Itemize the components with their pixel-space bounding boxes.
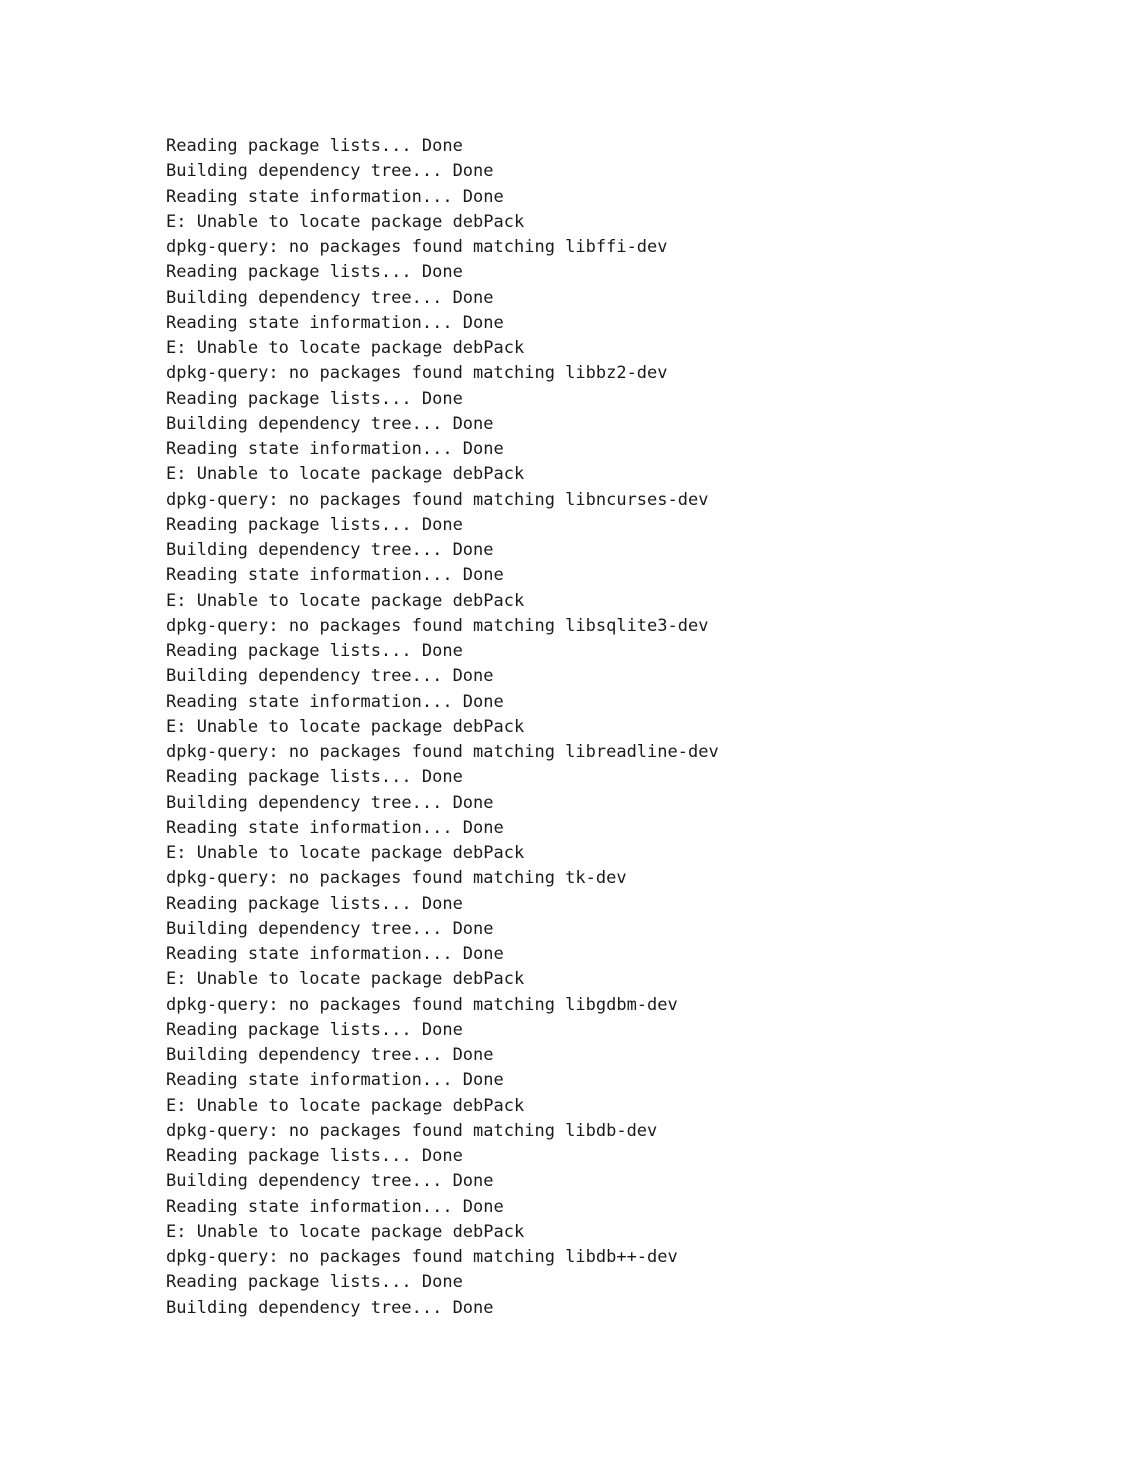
log-line: Reading package lists... Done	[166, 641, 463, 661]
log-line: E: Unable to locate package debPack	[166, 464, 525, 485]
log-line: Reading state information... Done	[166, 565, 504, 586]
log-line: Reading state information... Done	[166, 691, 504, 712]
log-line: dpkg-query: no packages found matching libgdbm-dev	[166, 994, 678, 1015]
log-line: Building dependency tree... Done	[166, 540, 494, 560]
log-line: Building dependency tree... Done	[166, 792, 494, 813]
log-line: Reading package lists... Done	[166, 136, 463, 156]
log-line: Building dependency tree... Done	[166, 413, 494, 434]
log-line: dpkg-query: no packages found matching libdb++-dev	[166, 1247, 678, 1267]
log-line: E: Unable to locate package debPack	[166, 969, 525, 990]
log-line: Reading package lists... Done	[166, 1019, 463, 1040]
log-line: Reading state information... Done	[166, 944, 504, 964]
log-line: Reading state information... Done	[166, 817, 504, 838]
log-line: Reading package lists... Done	[166, 893, 463, 914]
log-line: Reading state information... Done	[166, 1196, 504, 1217]
log-line: Building dependency tree... Done	[166, 161, 494, 182]
log-line: Reading state information... Done	[166, 1070, 504, 1091]
log-line: Reading package lists... Done	[166, 1272, 463, 1293]
log-line: Building dependency tree... Done	[166, 666, 494, 687]
log-line: dpkg-query: no packages found matching libsqlite3-dev	[166, 615, 709, 636]
log-line: E: Unable to locate package debPack	[166, 211, 525, 232]
log-line: Building dependency tree... Done	[166, 918, 494, 939]
log-line: Reading package lists... Done	[166, 262, 463, 283]
log-line: Reading package lists... Done	[166, 514, 463, 535]
log-line: E: Unable to locate package debPack	[166, 1095, 525, 1116]
log-line: Building dependency tree... Done	[166, 287, 494, 308]
log-line: dpkg-query: no packages found matching libffi-dev	[166, 237, 668, 257]
terminal-output-log	[166, 134, 719, 1321]
log-line: Building dependency tree... Done	[166, 1297, 494, 1318]
log-line: Building dependency tree... Done	[166, 1045, 494, 1065]
log-line: Building dependency tree... Done	[166, 1171, 494, 1192]
log-line: dpkg-query: no packages found matching libbz2-dev	[166, 363, 668, 384]
log-line: E: Unable to locate package debPack	[166, 590, 525, 611]
log-line: Reading state information... Done	[166, 439, 504, 459]
log-line: Reading package lists... Done	[166, 767, 463, 788]
log-line: Reading state information... Done	[166, 186, 504, 207]
log-line: dpkg-query: no packages found matching libncurses-dev	[166, 489, 709, 510]
log-line: Reading package lists... Done	[166, 1146, 463, 1166]
log-line: Reading state information... Done	[166, 312, 504, 333]
log-line: E: Unable to locate package debPack	[166, 716, 525, 737]
log-line: E: Unable to locate package debPack	[166, 1221, 525, 1242]
log-line: dpkg-query: no packages found matching libdb-dev	[166, 1120, 658, 1141]
log-line: Reading package lists... Done	[166, 388, 463, 409]
log-line: E: Unable to locate package debPack	[166, 338, 525, 358]
log-line: dpkg-query: no packages found matching tk-dev	[166, 868, 627, 889]
log-line: dpkg-query: no packages found matching libreadline-dev	[166, 742, 719, 762]
log-line: E: Unable to locate package debPack	[166, 843, 525, 863]
